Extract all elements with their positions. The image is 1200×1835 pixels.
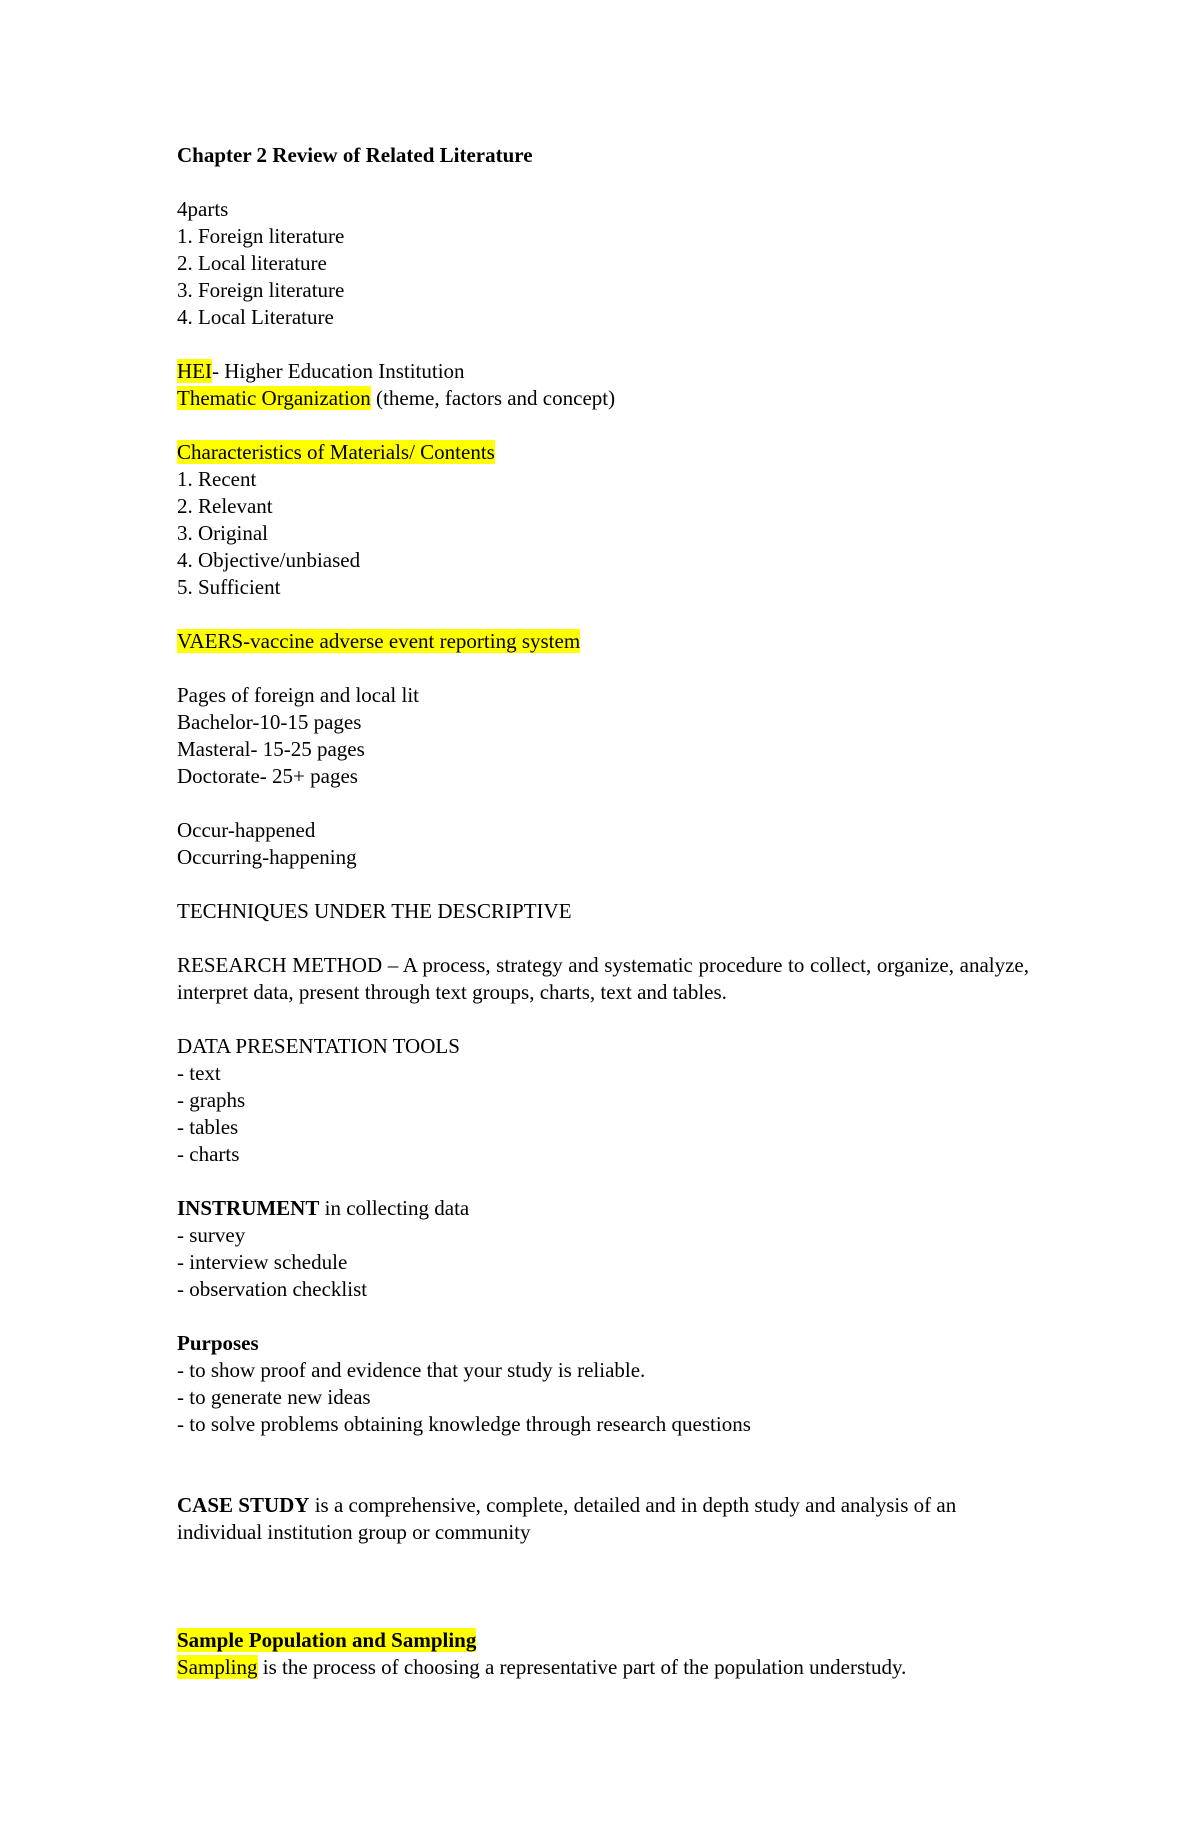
list-item: - to solve problems obtaining knowledge through research questions (177, 1412, 751, 1436)
hei-definition (177, 358, 1029, 385)
hei-text: - Higher Education Institution (212, 359, 465, 383)
techniques-heading: TECHNIQUES UNDER THE DESCRIPTIVE (177, 899, 572, 923)
list-item: 5. Sufficient (177, 575, 281, 599)
case-study-paragraph: CASE STUDY is a comprehensive, complete, detailed and in depth study and analysis of an individual institution group or community (177, 1493, 957, 1544)
list-item: 2. Relevant (177, 494, 273, 518)
list-item: - to show proof and evidence that your study is reliable. (177, 1358, 646, 1382)
sampling-heading: Sample Population and Sampling (177, 1628, 477, 1652)
instrument-term: INSTRUMENT (177, 1196, 320, 1220)
thematic-definition (177, 385, 1029, 412)
list-item: Doctorate- 25+ pages (177, 764, 358, 788)
list-item: 2. Local literature (177, 251, 327, 275)
purposes-heading: Purposes (177, 1331, 259, 1355)
list-item: Bachelor-10-15 pages (177, 710, 362, 734)
list-item: Masteral- 15-25 pages (177, 737, 365, 761)
parts-heading: 4parts (177, 197, 229, 221)
list-item: 3. Foreign literature (177, 278, 345, 302)
list-item: 1. Foreign literature (177, 224, 345, 248)
list-item: - interview schedule (177, 1250, 348, 1274)
thematic-term: Thematic Organization (177, 386, 371, 410)
pages-heading: Pages of foreign and local lit (177, 683, 420, 707)
list-item: - text (177, 1061, 221, 1085)
page-title: Chapter 2 Review of Related Literature (177, 143, 533, 167)
research-method-paragraph: RESEARCH METHOD – A process, strategy and systematic procedure to collect, organize, analyze, interpret data, present through text groups, charts, text and tables. (177, 953, 1029, 1004)
occurring-line: Occurring-happening (177, 845, 357, 869)
list-item: 4. Local Literature (177, 305, 334, 329)
occur-line: Occur-happened (177, 818, 316, 842)
list-item: - tables (177, 1115, 239, 1139)
list-item: 4. Objective/unbiased (177, 548, 361, 572)
sampling-definition: Sampling is the process of choosing a representative part of the population understudy. (177, 1655, 907, 1679)
document-body (177, 142, 1029, 1681)
hei-term: HEI (177, 359, 212, 383)
list-item: 1. Recent (177, 467, 257, 491)
characteristics-heading: Characteristics of Materials/ Contents (177, 440, 495, 464)
list-item: - to generate new ideas (177, 1385, 371, 1409)
list-item: - graphs (177, 1088, 246, 1112)
tools-heading: DATA PRESENTATION TOOLS (177, 1034, 460, 1058)
sampling-term: Sampling (177, 1655, 258, 1679)
list-item: - charts (177, 1142, 240, 1166)
list-item: 3. Original (177, 521, 268, 545)
instrument-heading: INSTRUMENT in collecting data (177, 1196, 470, 1220)
case-study-term: CASE STUDY (177, 1493, 310, 1517)
vaers-line: VAERS-vaccine adverse event reporting system (177, 629, 581, 653)
list-item: - observation checklist (177, 1277, 368, 1301)
thematic-text: (theme, factors and concept) (370, 386, 616, 410)
list-item: - survey (177, 1223, 246, 1247)
